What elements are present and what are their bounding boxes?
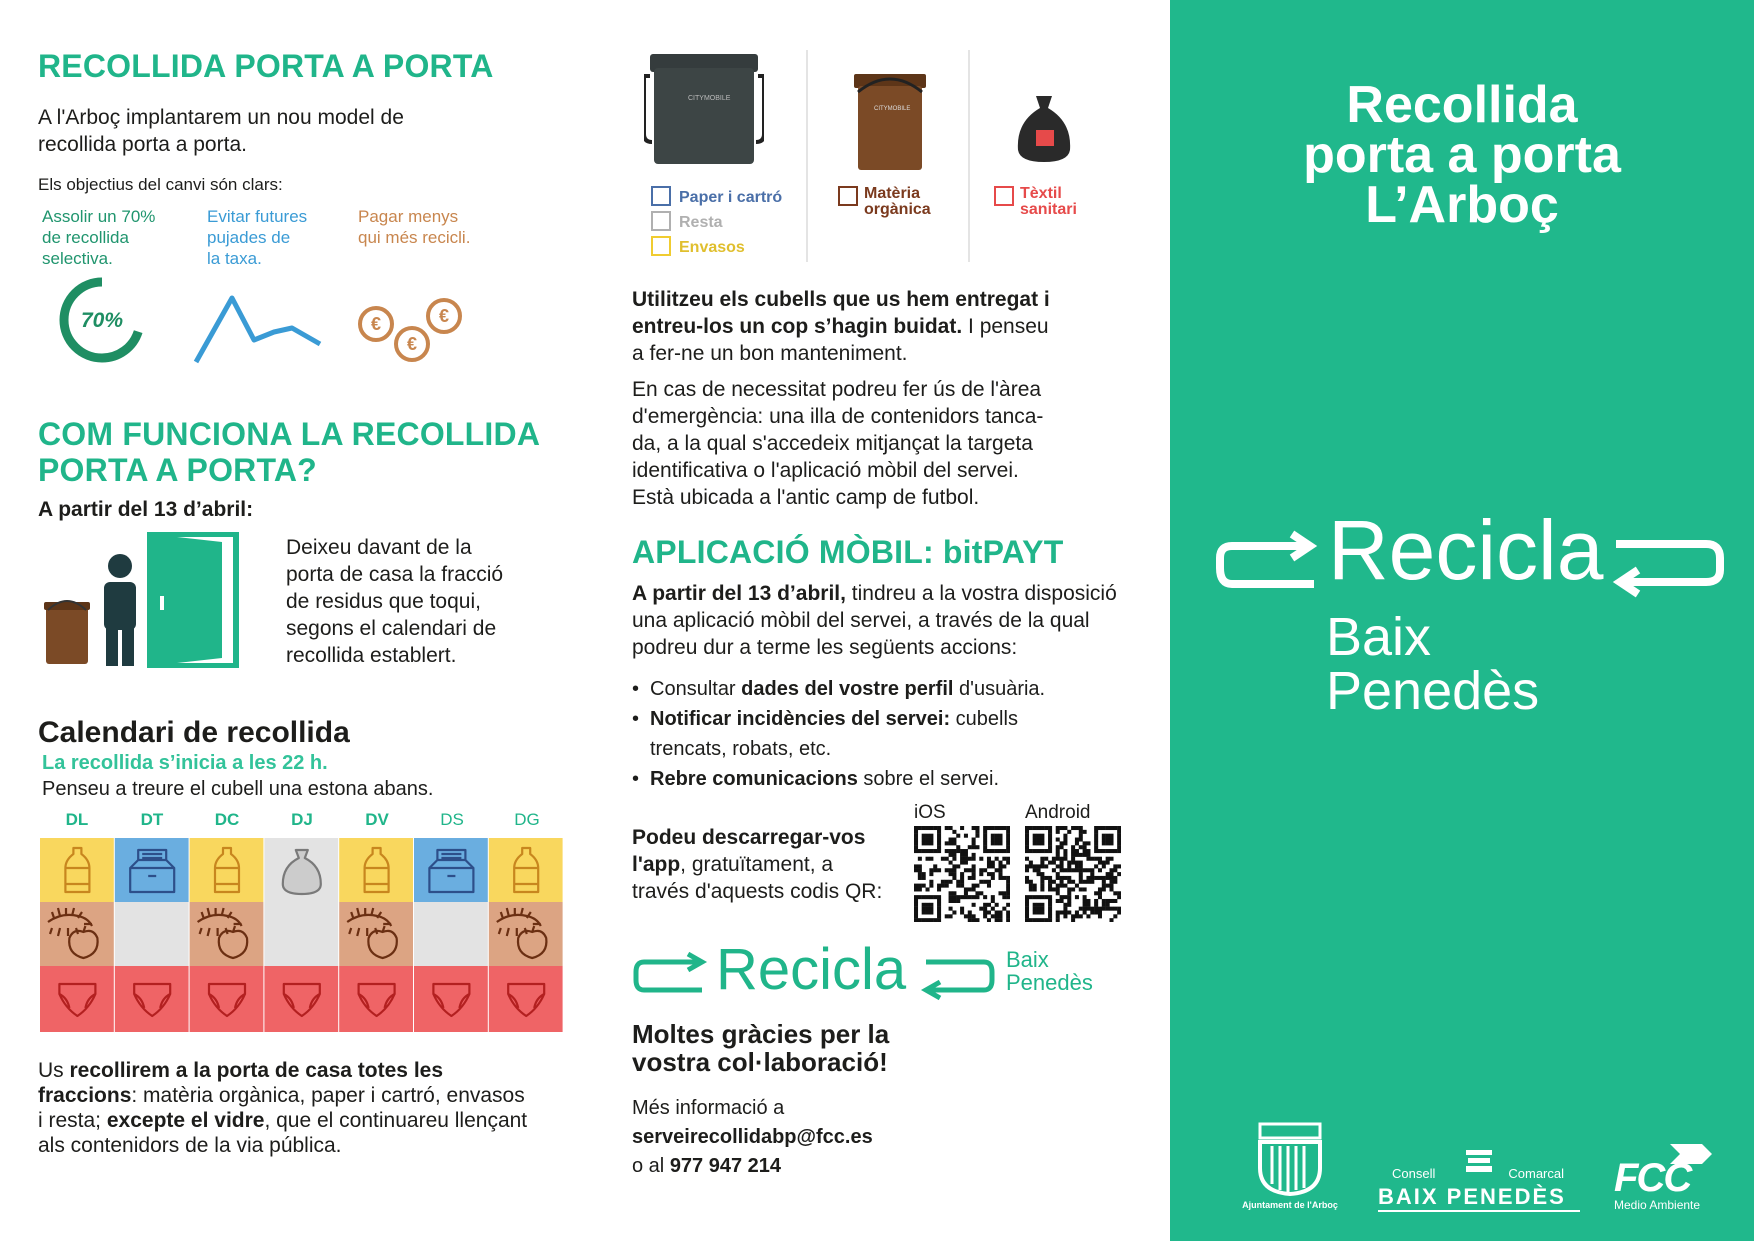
thanks-message: Moltes gràcies per la vostra col·laboració!: [632, 1019, 890, 1077]
svg-text:€: €: [406, 334, 418, 354]
trash-bag-icon: [1014, 92, 1074, 164]
calendar-cell: [414, 966, 488, 1032]
title-com-funciona: [38, 416, 540, 488]
day-label: DJ: [291, 810, 313, 829]
legend-bins-left: Paper i cartró Resta Envasos: [651, 186, 782, 261]
divider: [968, 50, 970, 262]
calendar-cell: [115, 902, 189, 966]
emergency-line: identificativa o l'aplicació mòbil del servei.: [632, 459, 1019, 482]
objective-2: [207, 206, 307, 269]
calendar-grid: [40, 838, 564, 1032]
title-line: COM FUNCIONA LA RECOLLIDA: [38, 416, 541, 452]
building-icon: [1464, 1146, 1494, 1174]
recycle-arrow-icon: [630, 948, 710, 998]
emergency-line: En cas de necessitat podreu fer ús de l'àrea: [632, 378, 1042, 401]
calendar-cell: [414, 902, 488, 966]
checkbox-icon: [994, 186, 1014, 206]
download-text: Podeu descarregar-vos l'app, gratuïtament, a través d'aquests codis QR:: [632, 826, 883, 903]
leave-line: Deixeu davant de la: [286, 536, 472, 559]
legend-textile: Tèxtil sanitari: [994, 186, 1077, 218]
day-label: DG: [514, 810, 540, 829]
qr-code-pattern: [1025, 826, 1121, 922]
day-label: DV: [365, 810, 389, 829]
calendar-days: [40, 810, 564, 830]
objective-1-line: selectiva.: [42, 249, 113, 268]
calendar-cell: [489, 966, 563, 1032]
app-title: APLICACIÓ MÒBIL: bitPAYT: [632, 534, 1064, 570]
leave-line: segons el calendari de: [286, 617, 497, 640]
phone-number[interactable]: 977 947 214: [669, 1155, 782, 1177]
brown-bin-icon: [852, 72, 928, 172]
cover-panel: Recollida porta a porta L’Arboç Recicla Baix Penedès Ajuntament de l'Arboç Consell Comarcal BAIX PENEDÈS FCC Medio Ambiente: [1170, 0, 1754, 1241]
checkbox-icon: [651, 186, 671, 206]
ajuntament-crest-icon: [1250, 1118, 1330, 1198]
calendar-subtitle-2: Penseu a treure el cubell una estona abans.: [42, 778, 434, 800]
trend-line-icon: [192, 290, 326, 366]
percent-text: 70%: [80, 309, 124, 332]
qr-code-pattern: [914, 826, 1010, 922]
svg-text:CITYMOBILE: CITYMOBILE: [688, 95, 731, 102]
collection-calendar: [40, 838, 564, 1032]
svg-text:€: €: [370, 314, 382, 334]
emergency-line: d'emergència: una illa de contenidors tanca-: [632, 405, 1044, 428]
checkbox-icon: [651, 211, 671, 231]
title-recollida: RECOLLIDA PORTA A PORTA: [38, 48, 494, 84]
list-item: • Consultar dades del vostre perfil d'usuària.: [632, 674, 1045, 704]
collection-note: Us recollirem a la porta de casa totes les fraccions: matèria orgànica, paper i cartró, envasos i resta; excepte el vidre, que el continuareu llençant als contenidors de la via pública.: [38, 1059, 528, 1157]
recycle-arrow-icon: [918, 952, 998, 1004]
intro-line-2: recollida porta a porta.: [38, 133, 247, 156]
use-bins-text: Utilitzeu els cubells que us hem entregat i entreu-los un cop s’hagin buidat. I penseu a fer-ne un bon manteniment.: [632, 288, 1050, 365]
calendar-cell: [264, 902, 338, 966]
baix-penedes-wordmark: Baix Penedès: [1326, 607, 1540, 721]
person-door-illustration-icon: [42, 532, 242, 668]
ios-label: iOS: [914, 802, 946, 823]
objective-2-line: la taxa.: [207, 249, 262, 268]
day-label: DS: [440, 810, 464, 829]
recicla-wordmark: Recicla: [716, 937, 907, 1002]
coins-icon: [356, 296, 466, 366]
emergency-line: da, a la qual s'accedeix mitjançat la targeta: [632, 432, 1033, 455]
objective-3-line: qui més recicli.: [358, 228, 471, 247]
objective-2-line: Evitar futures: [207, 207, 308, 226]
ios-qr-code[interactable]: [914, 826, 1010, 922]
day-label: DL: [65, 810, 89, 829]
leave-line: recollida establert.: [286, 644, 457, 667]
grey-bin-icon: [644, 50, 764, 170]
calendar-cell: [339, 966, 413, 1032]
day-label: DC: [214, 810, 240, 829]
email-link[interactable]: serveirecollidabp@fcc.es: [632, 1126, 873, 1148]
calendar-title: Calendari de recollida: [38, 716, 350, 749]
objective-1-line: de recollida: [42, 228, 129, 247]
emergency-text: [632, 376, 1043, 511]
recycle-arrow-icon: [1610, 532, 1728, 600]
legend-organic: Matèria orgànica: [838, 186, 931, 218]
objectives-label: Els objectius del canvi són clars:: [38, 175, 283, 194]
android-qr-code[interactable]: [1025, 826, 1121, 922]
emergency-line: Està ubicada a l'antic camp de futbol.: [632, 486, 980, 509]
ajuntament-label: Ajuntament de l'Arboç: [1242, 1200, 1338, 1210]
leave-instructions: [286, 534, 503, 669]
intro-line-1: A l'Arboç implantarem un nou model de: [38, 106, 404, 129]
calendar-cell: [190, 966, 264, 1032]
list-item-continuation: trencats, robats, etc.: [650, 738, 832, 760]
leave-line: de residus que toqui,: [286, 590, 481, 613]
objective-2-line: pujades de: [207, 228, 291, 247]
calendar-subtitle-1: La recollida s’inicia a les 22 h.: [42, 752, 328, 774]
percent-gauge-icon: [56, 274, 148, 366]
recicla-wordmark: Recicla: [1328, 503, 1604, 597]
app-intro: A partir del 13 d’abril, tindreu a la vostra disposició una aplicació mòbil del servei, a través de la qual podreu dur a terme les següents accions:: [632, 582, 1117, 659]
objective-3-line: Pagar menys: [358, 207, 459, 226]
list-item: • Rebre comunicacions sobre el servei.: [632, 764, 1045, 794]
day-label: DT: [140, 810, 164, 829]
svg-text:CITYMOBILE: CITYMOBILE: [874, 106, 911, 112]
from-date: A partir del 13 d’abril:: [38, 498, 254, 521]
objective-3: [358, 206, 470, 248]
checkbox-icon: [838, 186, 858, 206]
list-item: • Notificar incidències del servei: cubells: [632, 704, 1045, 734]
divider: [806, 50, 808, 262]
recycle-arrow-icon: [1212, 528, 1318, 592]
calendar-cell: [264, 966, 338, 1032]
baix-penedes-wordmark: Baix Penedès: [1006, 947, 1093, 995]
svg-text:€: €: [438, 306, 450, 326]
title-line: PORTA A PORTA?: [38, 452, 317, 488]
app-actions-list: [632, 674, 1045, 794]
android-label: Android: [1025, 802, 1091, 823]
objective-1: [42, 206, 155, 269]
leave-line: porta de casa la fracció: [286, 563, 504, 586]
checkbox-icon: [651, 236, 671, 256]
contact-info: Més informació a serveirecollidabp@fcc.es o al 977 947 214: [632, 1097, 873, 1177]
calendar-cell: [40, 966, 114, 1032]
objective-1-line: Assolir un 70%: [42, 207, 156, 226]
cover-title: Recollida porta a porta L’Arboç: [1303, 76, 1621, 234]
calendar-cell: [115, 966, 189, 1032]
